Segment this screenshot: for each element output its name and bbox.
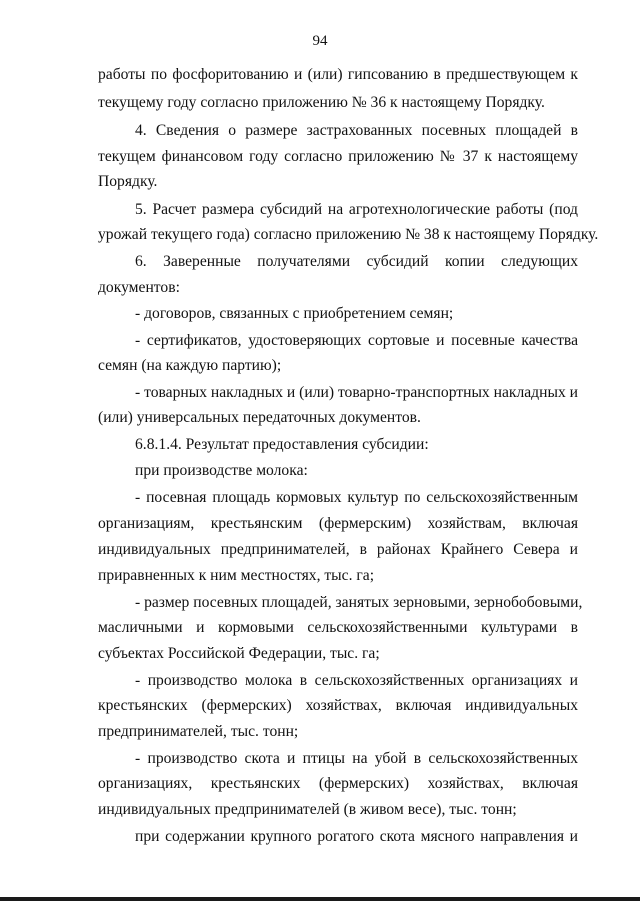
text-line: крестьянских (фермерских) хозяйствах, включая индивидуальных bbox=[98, 697, 578, 714]
text-line: - размер посевных площадей, занятых зерновыми, зернобобовыми, bbox=[135, 594, 583, 611]
text-line: организациях, крестьянских (фермерских) хозяйствах, включая bbox=[98, 775, 578, 792]
text-line: текущем финансовом году согласно приложению № 37 к настоящему bbox=[98, 148, 578, 165]
text-line: при производстве молока: bbox=[135, 462, 308, 479]
text-line: 4. Сведения о размере застрахованных посевных площадей в bbox=[135, 122, 578, 139]
text-line: 5. Расчет размера субсидий на агротехнологические работы (под bbox=[135, 201, 578, 218]
text-line: Порядку. bbox=[98, 173, 158, 190]
text-line: субъектах Российской Федерации, тыс. га; bbox=[98, 645, 380, 662]
text-line: (или) универсальных передаточных документов. bbox=[98, 409, 421, 426]
text-line: - сертификатов, удостоверяющих сортовые и посевные качества bbox=[135, 332, 578, 349]
text-line: работы по фосфоритованию и (или) гипсованию в предшествующем к bbox=[98, 66, 578, 83]
text-line: 6.8.1.4. Результат предоставления субсидии: bbox=[135, 436, 429, 453]
text-line: - производство скота и птицы на убой в сельскохозяйственных bbox=[135, 750, 578, 767]
text-line: при содержании крупного рогатого скота мясного направления и bbox=[135, 828, 578, 845]
text-line: текущему году согласно приложению № 36 к настоящему Порядку. bbox=[98, 94, 545, 111]
text-line: масличными и кормовыми сельскохозяйственными культурами в bbox=[98, 619, 578, 636]
page-number: 94 bbox=[312, 33, 328, 49]
text-line: предпринимателей, тыс. тонн; bbox=[98, 723, 299, 740]
page-bottom-rule bbox=[0, 897, 640, 901]
text-line: 6. Заверенные получателями субсидий копии следующих bbox=[135, 253, 578, 270]
text-line: документов: bbox=[98, 279, 180, 296]
text-line: - товарных накладных и (или) товарно-транспортных накладных и bbox=[135, 384, 578, 401]
text-line: индивидуальных предпринимателей, в районах Крайнего Севера и bbox=[98, 541, 578, 558]
text-line: организациям, крестьянским (фермерским) хозяйствам, включая bbox=[98, 515, 578, 532]
text-line: приравненных к ним местностях, тыс. га; bbox=[98, 567, 375, 584]
text-line: - производство молока в сельскохозяйственных организациях и bbox=[135, 672, 578, 689]
text-line: урожай текущего года) согласно приложению № 38 к настоящему Порядку. bbox=[98, 226, 599, 243]
text-line: - посевная площадь кормовых культур по сельскохозяйственным bbox=[135, 489, 578, 506]
text-line: семян (на каждую партию); bbox=[98, 357, 282, 374]
text-line: индивидуальных предпринимателей (в живом весе), тыс. тонн; bbox=[98, 801, 517, 818]
text-line: - договоров, связанных с приобретением семян; bbox=[135, 305, 454, 322]
